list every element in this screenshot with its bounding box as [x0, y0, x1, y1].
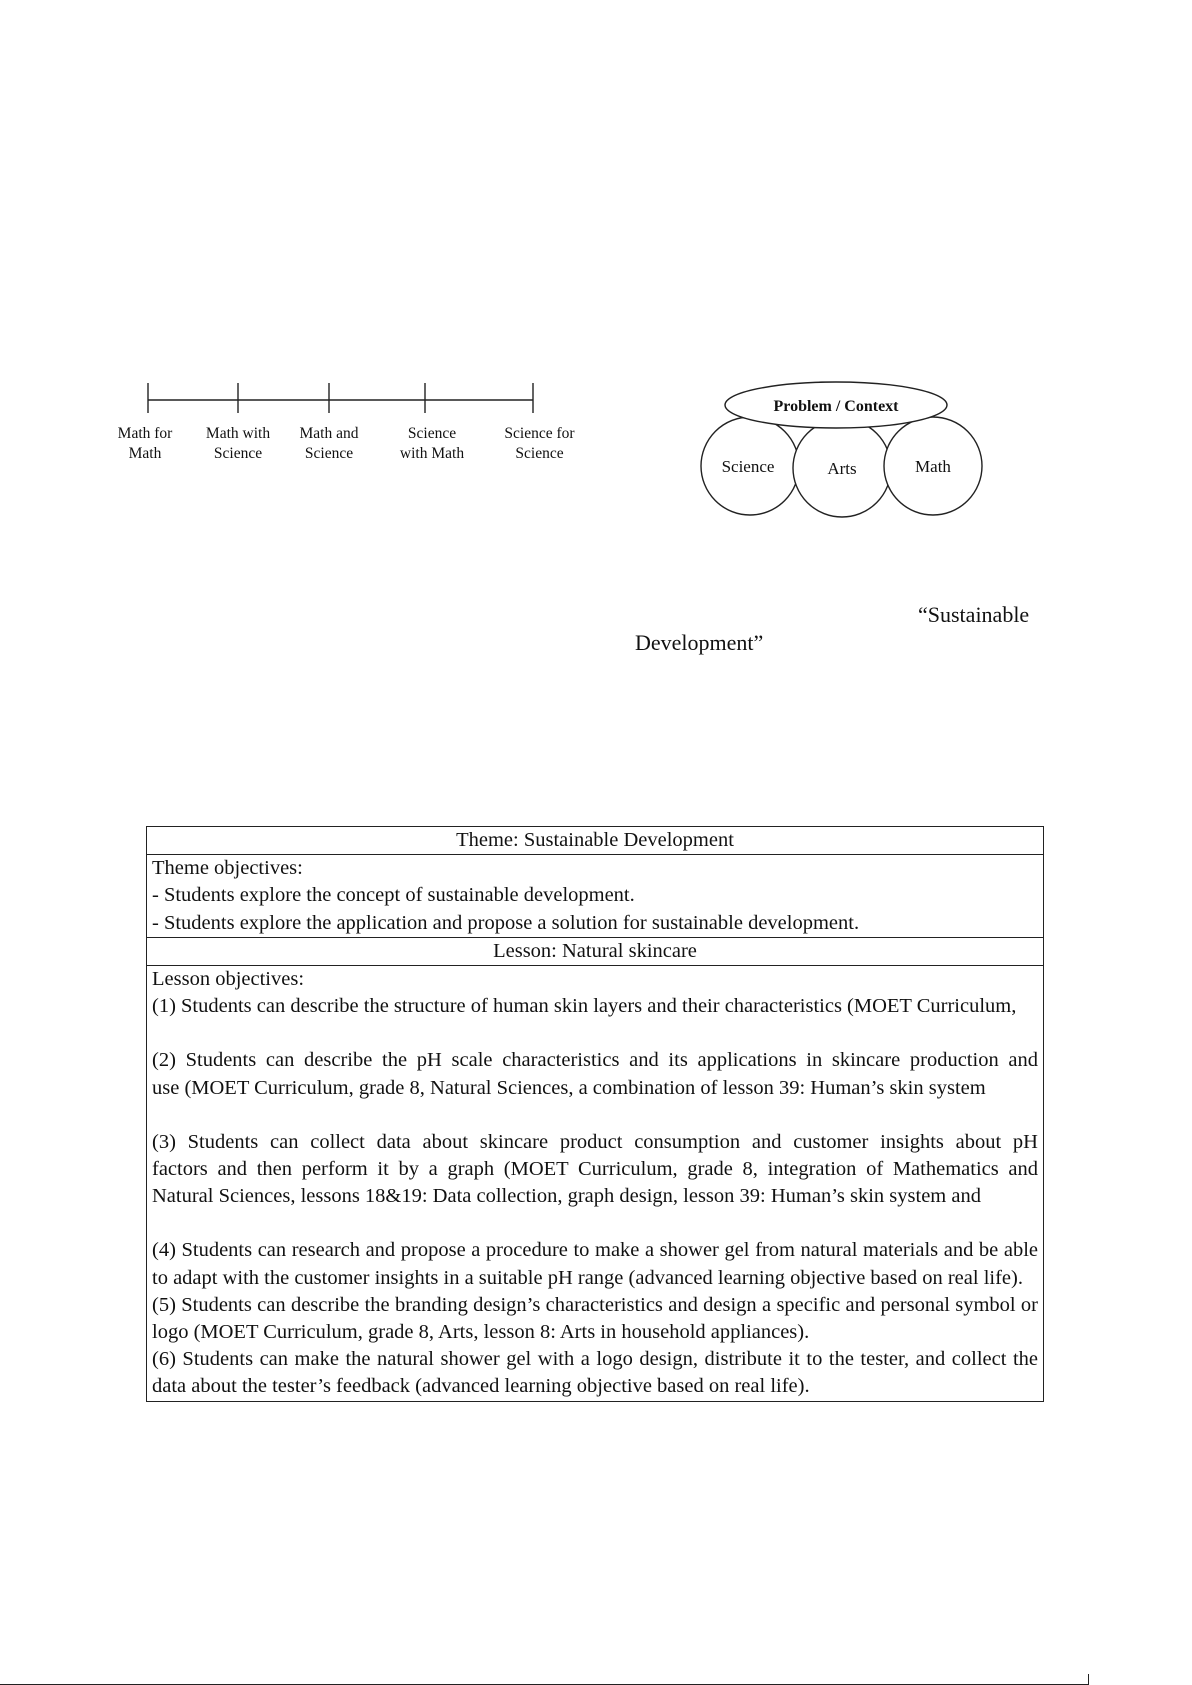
theme-objective-item: - Students explore the concept of sustainable development.: [152, 884, 635, 907]
spacer: [152, 1210, 1038, 1237]
continuum-label: Math and Science: [299, 425, 359, 462]
lesson-objective-5: (5) Students can describe the branding design’s characteristics and design a specific and personal symbol or logo (MOET Curriculum, grade 8, Arts, lesson 8: Arts in household appliances).: [152, 1293, 1038, 1344]
continuum-axis: [90, 370, 550, 420]
steam-context-diagram: [690, 372, 1010, 522]
lesson-objective-2-line: (2) Students can describe the pH scale characteristics and its applications in skincare production and: [152, 1049, 1038, 1072]
continuum-label: Science with Math: [399, 425, 465, 462]
problem-context-label: Problem / Context: [773, 398, 899, 415]
lesson-header: Lesson: Natural skincare: [147, 937, 1044, 965]
continuum-label: Science for Science: [504, 425, 575, 462]
lesson-objectives-label: Lesson objectives:: [152, 968, 305, 991]
lesson-objective-2-line: use (MOET Curriculum, grade 8, Natural Sciences, a combination of lesson 39: Human’s skin system: [152, 1076, 986, 1099]
math-label: Math: [915, 457, 951, 476]
quote-fragment-sustainable: “Sustainable: [918, 602, 1030, 627]
quote-fragment-development: Development”: [635, 630, 764, 655]
lesson-objective-4: (4) Students can research and propose a procedure to make a shower gel from natural materials and be able to adapt with the customer insights in a suitable pH range (advanced learning objective based on real life).: [152, 1239, 1038, 1289]
theme-objectives-cell: [147, 855, 1044, 938]
lesson-objective-3-line: factors and then perform it by a graph (MOET Curriculum, grade 8, integration of Mathematics and: [152, 1158, 1038, 1181]
continuum-label: Math for Math: [117, 425, 173, 462]
lesson-objective-6: (6) Students can make the natural shower gel with a logo design, distribute it to the tester, and collect the data about the tester’s feedback (advanced learning objective based on real life).: [152, 1348, 1038, 1398]
lesson-plan-table: [146, 826, 1044, 1402]
science-label: Science: [721, 457, 775, 476]
lesson-objectives-cell: [147, 966, 1044, 1402]
theme-objectives-label: Theme objectives:: [152, 857, 303, 880]
lesson-objective-3-line: (3) Students can collect data about skincare product consumption and customer insights about pH: [152, 1130, 1038, 1153]
continuum-label: Math with Science: [205, 425, 271, 462]
table-row: [147, 937, 1044, 965]
theme-objective-item: - Students explore the application and propose a solution for sustainable development.: [152, 911, 860, 934]
theme-header: Theme: Sustainable Development: [147, 827, 1044, 855]
spacer: [152, 1102, 1038, 1129]
table-row: [147, 855, 1044, 938]
table-row: [147, 827, 1044, 855]
arts-label: Arts: [827, 459, 857, 478]
page-corner-rule: [1088, 1674, 1089, 1685]
lesson-objective-3-line: Natural Sciences, lessons 18&19: Data collection, graph design, lesson 39: Human’s skin system and: [152, 1185, 981, 1208]
spacer: [152, 1020, 1038, 1047]
table-row: [147, 966, 1044, 1402]
lesson-objective-1: (1) Students can describe the structure of human skin layers and their characteristics (MOET Curriculum,: [152, 995, 1017, 1018]
